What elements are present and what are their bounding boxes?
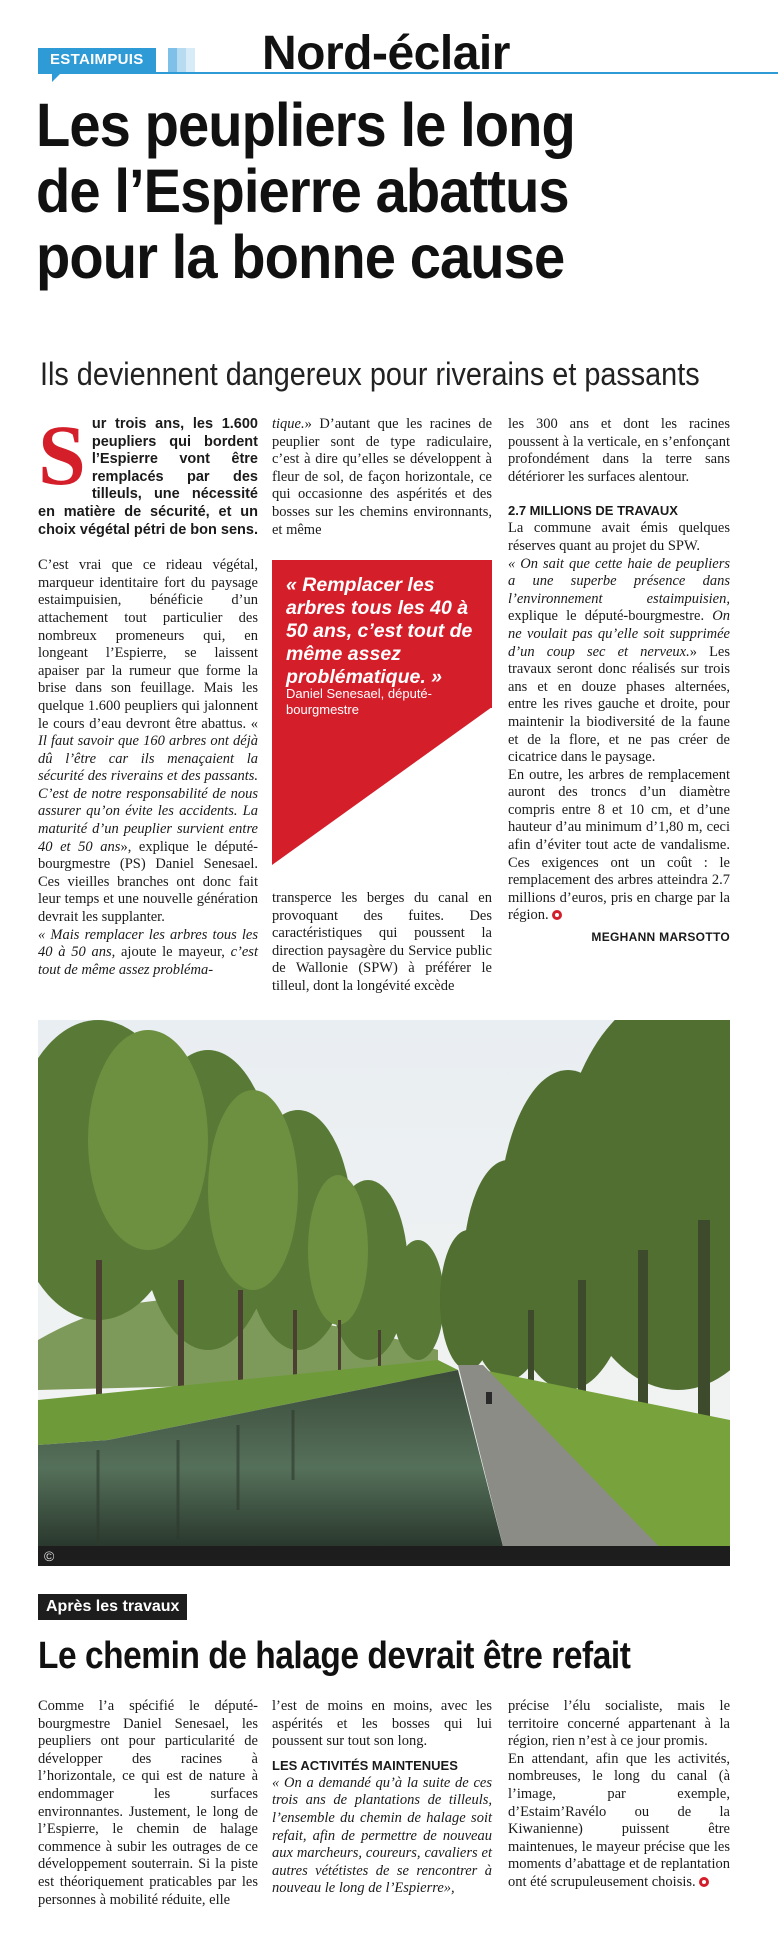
body-text: En outre, les arbres de remplacement auront des troncs d’un diamètre compris entre 8 et 10 cm, et d’une hauteur d’au minimum d’1,80 m, ceci afin d’éviter tout acte de vandalisme. Ces exigences ont un coût : le remplacement des arbres atteindra 2.7 millions d’euros, pris en charge par la région. bbox=[508, 766, 730, 924]
article2-headline: Le chemin de halage devrait être refait bbox=[38, 1635, 631, 1677]
quote-inline: c’est tout de même assez probléma- bbox=[38, 944, 258, 978]
paragraph: précise l’élu socialiste, mais le territoire concerné appartenant à la région, rien n’est à ce jour promis. bbox=[508, 1698, 730, 1750]
body-text: », explique le député-bourgmestre (PS) Daniel Senesael. Ces vieilles branches ont donc fait leur temps et une nouvelle génération devrait les supplanter. bbox=[38, 838, 259, 926]
crosshead: 2.7 MILLIONS DE TRAVAUX bbox=[508, 503, 678, 519]
paragraph bbox=[508, 556, 730, 767]
paragraph: La commune avait émis quelques réserves quant au projet du SPW. bbox=[508, 520, 730, 554]
section-tag-decoration bbox=[168, 48, 204, 72]
body-text: explique le député-bourgmestre. bbox=[508, 608, 713, 625]
quote-inline: On ne voulait pas qu’elle soit supprimée d’un coup sec et nerveux. bbox=[508, 608, 730, 660]
body-text: En attendant, afin que les activités, nombreuses, le long du canal (à l’image, par exemple, d’Estaim’Ravélo ou de la Kiwanienne) puissent être maintenues, le mayeur précise que les moments d’abattage et de replantation ont été scrupuleusement choisis. bbox=[508, 1750, 730, 1890]
quote-inline: Il faut savoir que 160 arbres ont déjà dû l’être car ils menaçaient la sécurité des riverains et des passants. C’est de notre responsabilité de nous assurer qu’on évite les accidents. La maturité d’un peuplier survient entre 40 et 50 ans bbox=[38, 733, 258, 855]
article2-column-1 bbox=[38, 1698, 258, 1909]
paragraph bbox=[508, 767, 730, 925]
pull-quote-text: « Remplacer les arbres tous les 40 à 50 ans, c’est tout de même assez problématique. » bbox=[286, 574, 473, 688]
quote-inline: « Mais remplacer les arbres tous les 40 à 50 ans, bbox=[38, 926, 258, 961]
article-column-2 bbox=[272, 416, 492, 539]
article-lead bbox=[38, 407, 258, 539]
article-column-2-bottom bbox=[272, 890, 492, 996]
article2-column-2 bbox=[272, 1698, 492, 1898]
end-mark-icon bbox=[552, 910, 562, 920]
subheadline: Ils deviennent dangereux pour riverains et passants bbox=[40, 356, 700, 392]
paragraph: transperce les berges du canal en provoquant des fuites. Des caractéristiques qui poussent la direction paysagère du Service public de Wallonie (SPW) à préférer le tilleul, dont la longévité excède bbox=[272, 890, 492, 994]
photo-illustration bbox=[38, 1020, 730, 1566]
pull-quote-attribution: Daniel Senesael, député-bourgmestre bbox=[286, 686, 432, 717]
quote-inline: « On a demandé qu’à la suite de ces trois ans de plantations de tilleuls, l’ensemble du chemin de halage soit refait, afin de permettre de nouveau aux marcheurs, coureurs, cavaliers et autres vététistes de se rencontrer à nouveau le long de l’Espierre», bbox=[272, 1774, 492, 1897]
section-badge: Après les travaux bbox=[38, 1594, 187, 1620]
paragraph: l’est de moins en moins, avec les aspérités et les bosses qui lui poussent sur tout son long. bbox=[272, 1698, 492, 1750]
pull-quote-tail bbox=[272, 707, 492, 865]
crosshead: LES ACTIVITÉS MAINTENUES bbox=[272, 1757, 458, 1773]
article-column-1 bbox=[38, 407, 259, 979]
photo-canal-poplars bbox=[38, 1020, 730, 1566]
paragraph bbox=[38, 927, 258, 980]
section-tag: ESTAIMPUIS bbox=[38, 48, 156, 72]
paragraph: les 300 ans et dont les racines poussent à la verticale, en s’enfonçant profondément dans la terre sans détériorer les surfaces alentour. bbox=[508, 416, 730, 485]
quote-inline: tique. bbox=[272, 416, 305, 432]
lead-text: ur trois ans, les 1.600 peupliers qui bordent l’Espierre vont être remplacés par des tilleuls, une nécessité en matière de sécurité, et un choix végétal pétri de bon sens. bbox=[38, 416, 258, 538]
paragraph bbox=[272, 416, 492, 539]
byline: MEGHANN MARSOTTO bbox=[591, 930, 730, 945]
paragraph bbox=[272, 1775, 492, 1898]
body-text: » D’autant que les racines de peuplier sont de type radiculaire, c’est à dire qu’elles se développent à fleur de sol, de façon horizontale, ce qui occasionne des aspérités et des bosses sur les chemins environnants, et même bbox=[272, 416, 492, 538]
article-column-3 bbox=[508, 416, 730, 947]
end-mark-icon bbox=[699, 1877, 709, 1887]
drop-cap: S bbox=[38, 407, 86, 503]
quote-inline: « On sait que cette haie de peupliers a une superbe présence dans l’environnement estaimpuisien, bbox=[508, 555, 730, 607]
body-text: » Les travaux seront donc réalisés sur trois ans et en douze phases alternées, entre les rives gauche et droite, pour maintenir la biodiversité de la faune et de la flore, et ne pas créer de cicatrice dans le paysage. bbox=[508, 643, 730, 766]
photo-credit: © bbox=[38, 1546, 730, 1566]
newspaper-name: Nord-éclair bbox=[262, 27, 510, 80]
headline: Les peupliers le long de l’Espierre abattus pour la bonne cause bbox=[36, 91, 575, 291]
body-text: ajoute le mayeur, bbox=[115, 944, 231, 961]
paragraph bbox=[508, 1751, 730, 1892]
paragraph: Comme l’a spécifié le député-bourgmestre Daniel Senesael, les peupliers ont pour particularité de développer des racines à l’horizontale, ce qui est de nature à endommager les surfaces environnantes. Justement, le long de l’Espierre, le chemin de halage commence à subir les outrages de ce développement souterrain. Si la piste est théoriquement praticables par les personnes à mobilité réduite, elle bbox=[38, 1698, 258, 1908]
body-text: C’est vrai que ce rideau végétal, marqueur identitaire fort du paysage estaimpuisien, bénéficie d’un attachement tout particulier des nombreux promeneurs qui, en longeant l’Espierre, se laissent apaiser par la rumeur que forme la brise dans son feuillage. Mais les quelque 1.600 peupliers qui jalonnent le cours d’eau devront être abattus. « bbox=[38, 557, 258, 732]
paragraph bbox=[38, 557, 258, 926]
article2-column-3 bbox=[508, 1698, 730, 1892]
